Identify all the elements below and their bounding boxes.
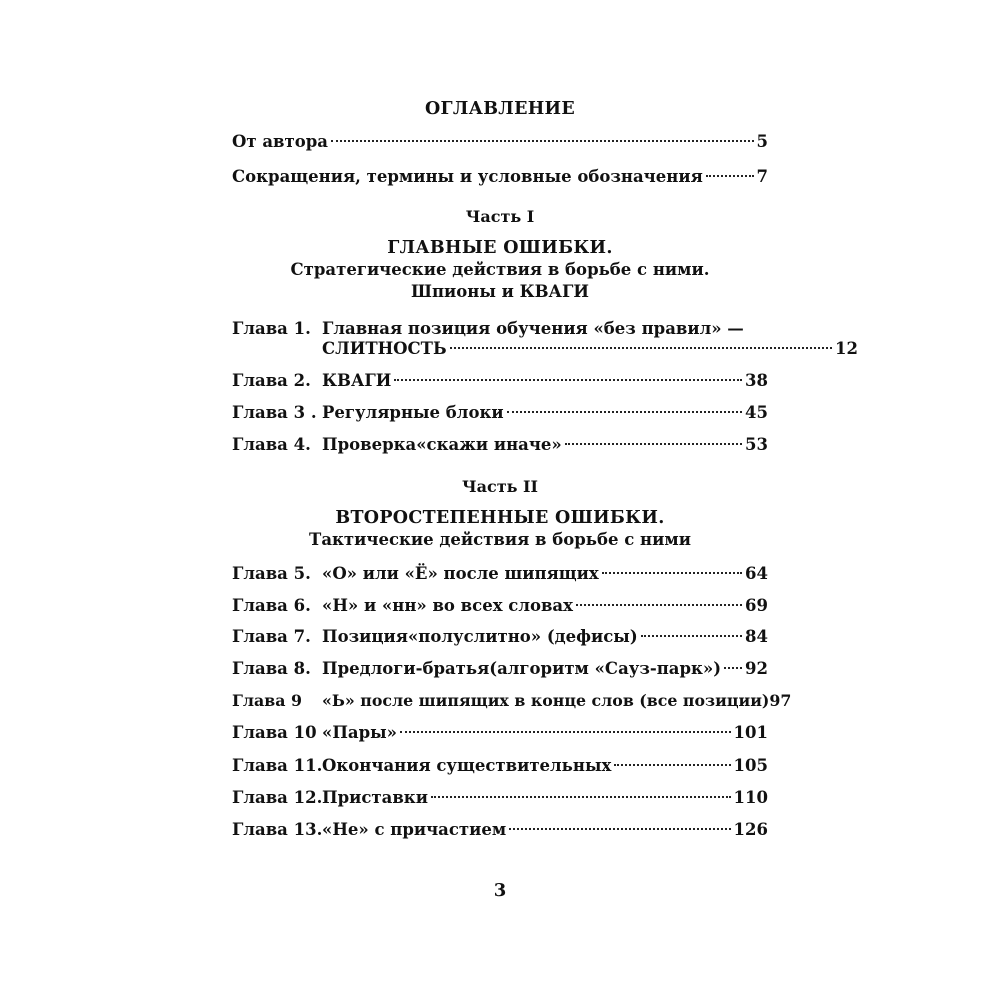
part-subheading: Стратегические действия в борьбе с ними. — [290, 260, 710, 279]
chapter-entry[interactable] — [232, 434, 768, 456]
part-subheading: Тактические действия в борьбе с ними — [309, 530, 691, 549]
chapter-page: 12 — [835, 339, 858, 358]
toc-entry[interactable] — [232, 131, 768, 153]
chapter-label: Глава 8. — [232, 659, 311, 678]
toc-title: ОГЛАВЛЕНИЕ — [424, 99, 576, 119]
chapter-page: 101 — [733, 723, 768, 742]
chapter-page: 69 — [745, 596, 768, 615]
chapter-label: Глава 11. — [232, 756, 323, 775]
dot-leader — [331, 140, 754, 142]
chapter-title: Приставки — [322, 788, 428, 807]
chapter-entry[interactable] — [232, 658, 768, 680]
entry-title: Сокращения, термины и условные обозначения — [232, 167, 703, 186]
chapter-label: Глава 2. — [232, 371, 311, 390]
page-number: 3 — [493, 880, 507, 901]
chapter-entry[interactable] — [232, 402, 768, 424]
dot-leader — [509, 828, 730, 830]
chapter-entry[interactable] — [232, 595, 768, 617]
dot-leader — [576, 604, 742, 606]
chapter-page: 84 — [745, 627, 768, 646]
part-label: Часть I — [465, 207, 535, 226]
chapter-page: 126 — [733, 820, 768, 839]
chapter-label: Глава 7. — [232, 627, 311, 646]
dot-leader — [641, 635, 742, 637]
chapter-title: Регулярные блоки — [322, 403, 504, 422]
chapter-page: 97 — [769, 691, 792, 710]
chapter-label: Глава 13. — [232, 820, 323, 839]
entry-page: 5 — [756, 132, 768, 151]
chapter-label: Глава 5. — [232, 564, 311, 583]
chapter-label: Глава 10 — [232, 723, 317, 742]
chapter-entry[interactable] — [232, 722, 768, 744]
chapter-entry[interactable] — [232, 787, 768, 809]
part-label: Часть II — [461, 477, 539, 496]
part-heading: ВТОРОСТЕПЕННЫЕ ОШИБКИ. — [335, 508, 665, 528]
chapter-entry[interactable] — [232, 563, 768, 585]
chapter-label: Глава 4. — [232, 435, 311, 454]
chapter-page: 110 — [733, 788, 768, 807]
chapter-page: 64 — [745, 564, 768, 583]
chapter-title-line: Главная позиция обучения «без правил» — — [322, 319, 744, 338]
chapter-entry-continuation[interactable] — [232, 338, 858, 360]
chapter-page: 53 — [745, 435, 768, 454]
chapter-label: Глава 1. — [232, 319, 311, 338]
dot-leader — [394, 379, 742, 381]
chapter-label: Глава 3 . — [232, 403, 317, 422]
toc-page — [232, 0, 858, 1000]
chapter-entry[interactable] — [232, 370, 768, 392]
chapter-page: 45 — [745, 403, 768, 422]
chapter-entry[interactable] — [232, 626, 768, 648]
toc-entry[interactable] — [232, 166, 768, 188]
dot-leader — [724, 667, 742, 669]
dot-leader — [507, 411, 742, 413]
dot-leader — [450, 347, 832, 349]
chapter-entry[interactable] — [232, 819, 768, 841]
chapter-label: Глава 9 — [232, 691, 302, 710]
entry-title: От автора — [232, 132, 328, 151]
dot-leader — [706, 175, 754, 177]
chapter-title: «Пары» — [322, 723, 397, 742]
chapter-title: «Н» и «нн» во всех словах — [322, 596, 573, 615]
chapter-label: Глава 6. — [232, 596, 311, 615]
chapter-title: «О» или «Ё» после шипящих — [322, 564, 599, 583]
entry-page: 7 — [756, 167, 768, 186]
chapter-label: Глава 12. — [232, 788, 323, 807]
dot-leader — [565, 443, 742, 445]
chapter-title: СЛИТНОСТЬ — [322, 339, 447, 358]
part-heading: ГЛАВНЫЕ ОШИБКИ. — [387, 238, 613, 258]
chapter-title: «Не» с причастием — [322, 820, 507, 839]
chapter-page: 92 — [745, 659, 768, 678]
chapter-title: Окончания существительных — [322, 756, 612, 775]
chapter-entry[interactable] — [232, 318, 768, 340]
chapter-page: 38 — [745, 371, 768, 390]
dot-leader — [400, 731, 731, 733]
chapter-title: Позиция«полуслитно» (дефисы) — [322, 627, 638, 646]
chapter-title: Предлоги-братья(алгоритм «Сауз-парк») — [322, 659, 722, 678]
chapter-title: Проверка«скажи иначе» — [322, 435, 562, 454]
part-subheading: Шпионы и КВАГИ — [411, 282, 589, 301]
chapter-page: 105 — [733, 756, 768, 775]
chapter-title: КВАГИ — [322, 371, 392, 390]
chapter-entry[interactable] — [232, 755, 768, 777]
dot-leader — [614, 764, 730, 766]
chapter-title: «Ь» после шипящих в конце слов (все позиции) — [322, 691, 770, 710]
dot-leader — [602, 572, 742, 574]
dot-leader — [431, 796, 731, 798]
chapter-entry[interactable] — [232, 690, 792, 712]
